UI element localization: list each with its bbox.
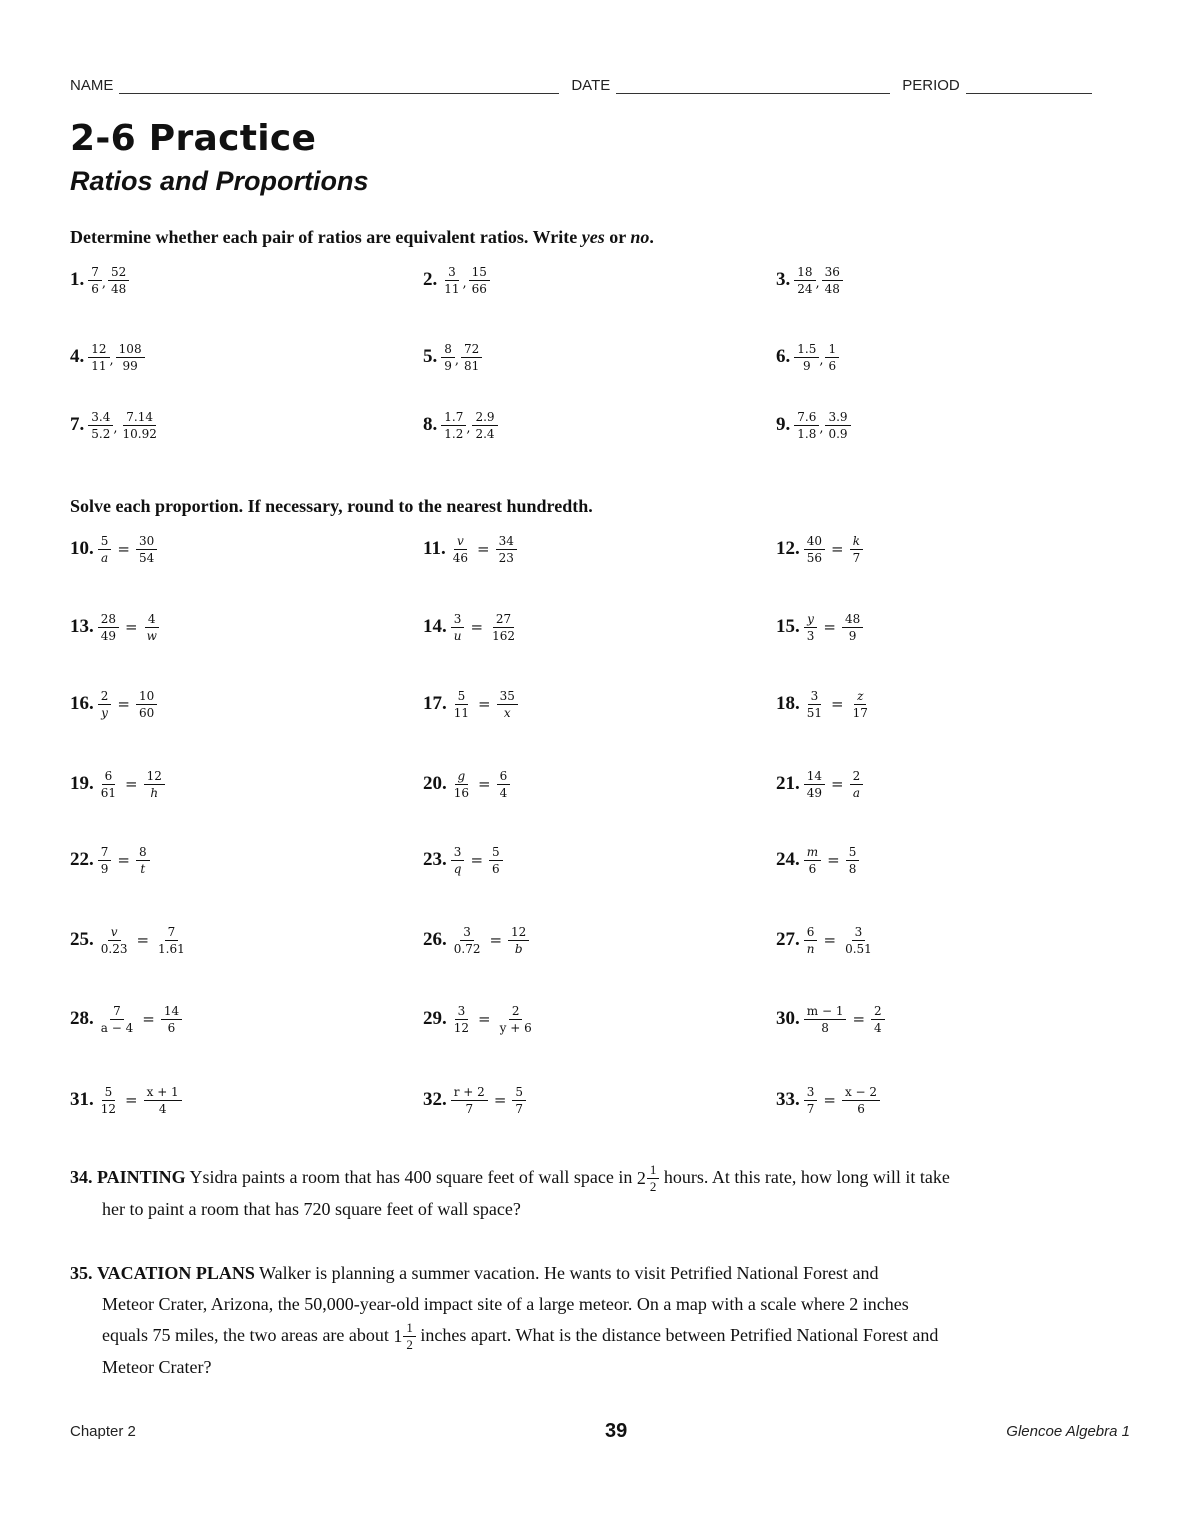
problem-number: 32. (423, 1089, 447, 1110)
problem-number: 6. (776, 346, 791, 367)
proportion-problem-26 (423, 920, 529, 960)
proportion-problem-27 (776, 920, 875, 960)
left-fraction: $\frac{3}{51}$ (806, 688, 823, 720)
book-title: Glencoe Algebra 1 (1006, 1423, 1130, 1440)
left-fraction: $\frac{r + 2}{7}$ (451, 1085, 488, 1116)
ratio-problem-2: 2. $\frac{3}{11}$ , $\frac{15}{66}$ (423, 260, 490, 300)
equals-sign: = (493, 1091, 507, 1109)
student-info-header (70, 70, 1128, 94)
right-fraction: $\frac{x - 2}{6}$ (842, 1085, 880, 1116)
equals-sign: = (125, 618, 138, 636)
left-fraction: $\frac{v}{0.23}$ (100, 924, 128, 956)
proportion-problem-18 (776, 684, 871, 724)
right-fraction: $\frac{12}{b}$ (508, 925, 529, 956)
problem-number: 16. (70, 693, 94, 714)
page-number: 39 (605, 1420, 628, 1442)
problem-number: 29. (423, 1008, 447, 1029)
problem-number: 11. (423, 538, 446, 559)
ratio-problem-5: 5. $\frac{8}{9}$ , $\frac{72}{81}$ (423, 337, 482, 377)
right-fraction: $\frac{2}{4}$ (871, 1004, 885, 1035)
right-fraction: $\frac{x + 1}{4}$ (144, 1085, 182, 1116)
right-fraction: $\frac{4}{w}$ (146, 611, 157, 643)
name-label: NAME (70, 77, 114, 94)
left-fraction: $\frac{5}{12}$ (100, 1084, 117, 1116)
right-fraction: $\frac{8}{t}$ (136, 845, 150, 876)
equals-sign: = (478, 775, 491, 793)
right-fraction: $\frac{27}{162}$ (492, 611, 515, 643)
second-ratio-fraction: $\frac{1}{6}$ (825, 342, 839, 373)
right-fraction: $\frac{3}{0.51}$ (845, 924, 872, 956)
period-label: PERIOD (902, 77, 960, 94)
problem-topic: PAINTING (97, 1167, 186, 1187)
proportion-problem-16 (70, 684, 157, 724)
right-fraction: $\frac{6}{4}$ (497, 769, 511, 800)
right-fraction: $\frac{z}{17}$ (852, 688, 868, 720)
second-ratio-fraction: $\frac{2.9}{2.4}$ (472, 410, 497, 441)
right-fraction: $\frac{k}{7}$ (850, 534, 864, 565)
problem-number: 18. (776, 693, 800, 714)
period-field-line[interactable] (966, 79, 1092, 94)
left-fraction: $\frac{v}{46}$ (452, 533, 468, 565)
problem-number: 9. (776, 414, 791, 435)
proportion-problem-17 (423, 684, 518, 724)
equals-sign: = (142, 1010, 155, 1028)
proportion-problem-11 (423, 529, 517, 569)
right-fraction: $\frac{7}{1.61}$ (158, 924, 185, 956)
word-problem-35: 35. VACATION PLANS Walker is planning a summer vacation. He wants to visit Petrified National Forest and Meteor Crater, Arizona, the 50,000-year-old impact site of a large meteor. On a map with a scale where 2 inches equals 75 miles, the two areas are about 1 $\frac{1}{2}$ inches apart. What is the distance between Petrified National Forest and Meteor Crater? (70, 1263, 939, 1378)
left-fraction: $\frac{3}{12}$ (453, 1003, 470, 1035)
problem-number: 31. (70, 1089, 94, 1110)
equals-sign: = (831, 695, 844, 713)
date-label: DATE (571, 77, 611, 94)
equals-sign: = (852, 1010, 866, 1028)
equals-sign: = (831, 775, 844, 793)
second-ratio-fraction: $\frac{7.14}{10.92}$ (122, 409, 157, 441)
proportion-problem-28 (70, 999, 182, 1039)
right-fraction: $\frac{5}{8}$ (846, 845, 860, 876)
problem-number: 30. (776, 1008, 800, 1029)
left-fraction: $\frac{6}{61}$ (100, 768, 117, 800)
right-fraction: $\frac{14}{6}$ (161, 1004, 182, 1035)
proportion-problem-30 (776, 999, 885, 1039)
proportion-problem-14 (423, 607, 518, 647)
word-problem-34: 34. PAINTING Ysidra paints a room that has 400 square feet of wall space in 2 $\frac{1}{2}$ hours. At this rate, how long will it take her to paint a room that has 720 square feet of wall space? (70, 1162, 950, 1220)
left-fraction: $\frac{2}{y}$ (98, 689, 112, 720)
left-fraction: $\frac{6}{n}$ (804, 925, 818, 956)
equals-sign: = (478, 695, 491, 713)
chapter-label: Chapter 2 (70, 1423, 136, 1440)
equals-sign: = (831, 540, 844, 558)
left-fraction: $\frac{3}{7}$ (804, 1085, 818, 1116)
second-ratio-fraction: $\frac{15}{66}$ (469, 265, 490, 296)
second-ratio-fraction: $\frac{52}{48}$ (108, 265, 129, 296)
left-fraction: $\frac{40}{56}$ (804, 534, 825, 565)
second-ratio-fraction: $\frac{72}{81}$ (461, 342, 482, 373)
mixed-number: 2 $\frac{1}{2}$ (637, 1163, 660, 1194)
problem-number: 10. (70, 538, 94, 559)
left-fraction: $\frac{7}{9}$ (98, 845, 112, 876)
section2-instruction: Solve each proportion. If necessary, round to the nearest hundredth. (70, 496, 593, 516)
first-ratio-fraction: $\frac{7.6}{1.8}$ (794, 410, 819, 441)
equals-sign: = (478, 1010, 491, 1028)
proportion-problem-23 (423, 840, 503, 880)
problem-number: 14. (423, 616, 447, 637)
problem-number: 2. (423, 269, 438, 290)
first-ratio-fraction: $\frac{3}{11}$ (444, 264, 460, 296)
proportion-problem-20 (423, 764, 510, 804)
page-subtitle: Ratios and Proportions (70, 166, 369, 196)
proportion-problem-10 (70, 529, 157, 569)
proportion-problem-25 (70, 920, 188, 960)
first-ratio-fraction: $\frac{1.7}{1.2}$ (441, 410, 466, 441)
name-field-line[interactable] (119, 79, 559, 94)
equals-sign: = (470, 851, 484, 869)
problem-number: 19. (70, 773, 94, 794)
problem-number: 23. (423, 849, 447, 870)
equals-sign: = (827, 851, 840, 869)
equals-sign: = (117, 540, 130, 558)
problem-number: 8. (423, 414, 438, 435)
page-footer (70, 1420, 1130, 1444)
equals-sign: = (125, 1091, 138, 1109)
left-fraction: $\frac{g}{16}$ (453, 768, 470, 800)
ratio-problem-8: 8. $\frac{1.7}{1.2}$ , $\frac{2.9}{2.4}$ (423, 405, 498, 445)
left-fraction: $\frac{28}{49}$ (98, 612, 119, 643)
problem-number: 21. (776, 773, 800, 794)
right-fraction: $\frac{2}{a}$ (850, 769, 864, 800)
proportion-problem-13 (70, 607, 160, 647)
right-fraction: $\frac{10}{60}$ (136, 689, 157, 720)
left-fraction: $\frac{7}{a - 4}$ (100, 1003, 134, 1035)
proportion-problem-31 (70, 1080, 182, 1120)
left-fraction: $\frac{5}{a}$ (98, 534, 112, 565)
proportion-problem-19 (70, 764, 165, 804)
left-fraction: $\frac{m - 1}{8}$ (804, 1004, 847, 1035)
proportion-problem-15 (776, 607, 863, 647)
right-fraction: $\frac{35}{x}$ (497, 689, 518, 720)
page-title: 2-6 Practice (70, 118, 317, 159)
proportion-problem-12 (776, 529, 863, 569)
first-ratio-fraction: $\frac{7}{6}$ (88, 265, 102, 296)
proportion-problem-32 (423, 1080, 526, 1120)
equals-sign: = (823, 618, 836, 636)
problem-number: 20. (423, 773, 447, 794)
section1-instruction: Determine whether each pair of ratios are equivalent ratios. Write yes or no. (70, 227, 654, 247)
problem-number: 35. (70, 1263, 93, 1283)
date-field-line[interactable] (616, 79, 890, 94)
proportion-problem-29 (423, 999, 535, 1039)
problem-number: 17. (423, 693, 447, 714)
left-fraction: $\frac{y}{3}$ (804, 612, 818, 643)
problem-number: 1. (70, 269, 85, 290)
problem-number: 7. (70, 414, 85, 435)
problem-number: 24. (776, 849, 800, 870)
problem-number: 3. (776, 269, 791, 290)
problem-number: 4. (70, 346, 85, 367)
second-ratio-fraction: $\frac{108}{99}$ (116, 342, 145, 373)
right-fraction: $\frac{12}{h}$ (144, 769, 165, 800)
problem-number: 25. (70, 929, 94, 950)
problem-number: 27. (776, 929, 800, 950)
right-fraction: $\frac{48}{9}$ (842, 612, 863, 643)
first-ratio-fraction: $\frac{18}{24}$ (794, 265, 815, 296)
equals-sign: = (489, 931, 503, 949)
ratio-problem-3: 3. $\frac{18}{24}$ , $\frac{36}{48}$ (776, 260, 843, 300)
problem-number: 13. (70, 616, 94, 637)
problem-number: 33. (776, 1089, 800, 1110)
second-ratio-fraction: $\frac{36}{48}$ (822, 265, 843, 296)
ratio-problem-6: 6. $\frac{1.5}{9}$ , $\frac{1}{6}$ (776, 337, 839, 377)
left-fraction: $\frac{3}{u}$ (451, 612, 465, 643)
first-ratio-fraction: $\frac{1.5}{9}$ (794, 342, 819, 373)
equals-sign: = (470, 618, 484, 636)
proportion-problem-21 (776, 764, 863, 804)
equals-sign: = (125, 775, 138, 793)
problem-number: 26. (423, 929, 447, 950)
second-ratio-fraction: $\frac{3.9}{0.9}$ (825, 410, 850, 441)
first-ratio-fraction: $\frac{3.4}{5.2}$ (88, 410, 113, 441)
first-ratio-fraction: $\frac{12}{11}$ (88, 342, 109, 373)
mixed-number: 1 $\frac{1}{2}$ (393, 1321, 416, 1352)
ratio-problem-9: 9. $\frac{7.6}{1.8}$ , $\frac{3.9}{0.9}$ (776, 405, 851, 445)
ratio-problem-7: 7. $\frac{3.4}{5.2}$ , $\frac{7.14}{10.92}$ (70, 405, 160, 445)
problem-number: 12. (776, 538, 800, 559)
ratio-problem-4: 4. $\frac{12}{11}$ , $\frac{108}{99}$ (70, 337, 145, 377)
left-fraction: $\frac{3}{q}$ (451, 845, 465, 876)
left-fraction: $\frac{m}{6}$ (804, 845, 821, 876)
problem-number: 34. (70, 1167, 93, 1187)
ratio-problem-1: 1. $\frac{7}{6}$ , $\frac{52}{48}$ (70, 260, 129, 300)
problem-number: 15. (776, 616, 800, 637)
proportion-problem-33 (776, 1080, 880, 1120)
problem-number: 5. (423, 346, 438, 367)
left-fraction: $\frac{14}{49}$ (804, 769, 825, 800)
equals-sign: = (823, 1091, 836, 1109)
equals-sign: = (117, 851, 130, 869)
proportion-problem-24 (776, 840, 859, 880)
equals-sign: = (136, 931, 150, 949)
problem-topic: VACATION PLANS (97, 1263, 255, 1283)
proportion-problem-22 (70, 840, 150, 880)
right-fraction: $\frac{5}{7}$ (512, 1085, 526, 1116)
equals-sign: = (823, 931, 837, 949)
left-fraction: $\frac{3}{0.72}$ (453, 924, 481, 956)
right-fraction: $\frac{30}{54}$ (136, 534, 157, 565)
right-fraction: $\frac{2}{y + 6}$ (499, 1003, 532, 1035)
right-fraction: $\frac{5}{6}$ (489, 845, 503, 876)
problem-number: 22. (70, 849, 94, 870)
equals-sign: = (476, 540, 490, 558)
first-ratio-fraction: $\frac{8}{9}$ (441, 342, 455, 373)
left-fraction: $\frac{5}{11}$ (453, 688, 470, 720)
problem-number: 28. (70, 1008, 94, 1029)
equals-sign: = (117, 695, 130, 713)
right-fraction: $\frac{34}{23}$ (496, 534, 517, 565)
